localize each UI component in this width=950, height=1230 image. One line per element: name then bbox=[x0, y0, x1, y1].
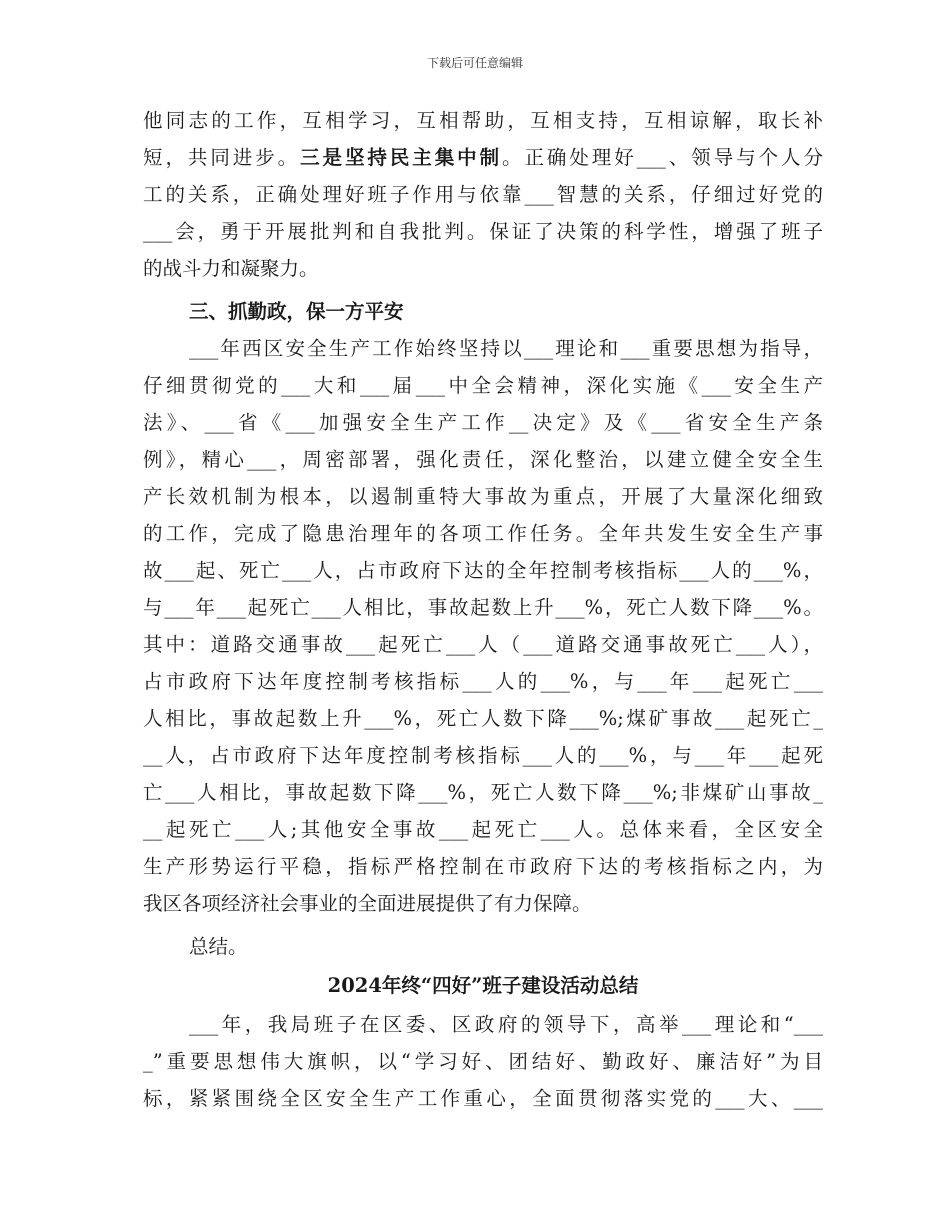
text-line: 的战斗力和凝聚力。 bbox=[143, 257, 319, 280]
text-line: 法》、___省《___加强安全生产工作__决定》及《___省安全生产条 bbox=[143, 411, 823, 434]
text-line: ___会，勇于开展批判和自我批判。保证了决策的科学性，增强了班子 bbox=[143, 220, 823, 243]
text-line: __人，占市政府下达年度控制考核指标___人的___%，与___年___起死 bbox=[143, 744, 823, 767]
text-line: _”重要思想伟大旗帜，以“学习好、团结好、勤政好、廉洁好”为目 bbox=[143, 1050, 823, 1073]
text-line: ___年，我局班子在区委、区政府的领导下，高举___理论和“___ bbox=[189, 1013, 823, 1036]
text-line: 他同志的工作，互相学习，互相帮助，互相支持，互相谅解，取长补 bbox=[143, 109, 823, 132]
document-title: 2024年终“四好”班子建设活动总结 bbox=[327, 974, 639, 997]
text-line: 与___年___起死亡___人相比，事故起数上升___%，死亡人数下降___%。 bbox=[143, 596, 823, 619]
text-line: 短，共同进步。三是坚持民主集中制。正确处理好___、领导与个人分 bbox=[143, 146, 823, 169]
text-line: 工的关系，正确处理好班子作用与依靠___智慧的关系，仔细过好党的 bbox=[143, 183, 823, 206]
text-line: 例》，精心___，周密部署，强化责任，深化整治，以建立健全安全生 bbox=[143, 448, 823, 471]
text-line: 仔细贯彻党的___大和___届___中全会精神，深化实施《___安全生产 bbox=[143, 374, 823, 397]
summary-line: 总结。 bbox=[189, 935, 248, 958]
section-heading: 三、抓勤政，保一方平安 bbox=[189, 300, 404, 323]
text-line: 人相比，事故起数上升___%，死亡人数下降___%;煤矿事故___起死亡_ bbox=[143, 707, 823, 730]
text-line: 的工作，完成了隐患治理年的各项工作任务。全年共发生安全生产事 bbox=[143, 522, 823, 545]
page-header: 下载后可任意编辑 bbox=[426, 56, 523, 70]
text-line: 生产形势运行平稳，指标严格控制在市政府下达的考核指标之内，为 bbox=[143, 855, 823, 878]
text-line: 我区各项经济社会事业的全面进展提供了有力保障。 bbox=[143, 892, 592, 915]
text-line: ___年西区安全生产工作始终坚持以___理论和___重要思想为指导， bbox=[189, 337, 823, 360]
text-line: 其中：道路交通事故___起死亡___人（___道路交通事故死亡___人）， bbox=[143, 633, 823, 656]
bold-phrase: 三是坚持民主集中制 bbox=[300, 146, 503, 169]
text-line: 亡___人相比，事故起数下降___%，死亡人数下降___%;非煤矿山事故_ bbox=[143, 781, 823, 804]
text-line: 产长效机制为根本，以遏制重特大事故为重点，开展了大量深化细致 bbox=[143, 485, 823, 508]
text-line: __起死亡___人;其他安全事故___起死亡___人。总体来看，全区安全 bbox=[143, 818, 823, 841]
text-line: 标，紧紧围绕全区安全生产工作重心，全面贯彻落实党的___大、___ bbox=[143, 1087, 823, 1110]
text-line: 故___起、死亡___人，占市政府下达的全年控制考核指标___人的___%， bbox=[143, 559, 823, 582]
text-line: 占市政府下达年度控制考核指标___人的___%，与___年___起死亡___ bbox=[143, 670, 823, 693]
